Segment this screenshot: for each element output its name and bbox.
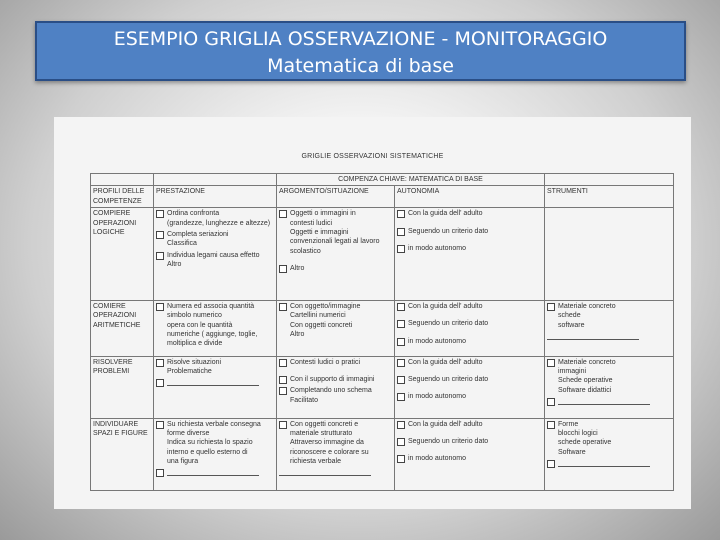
profilo-cell: RISOLVERE PROBLEMI [91, 356, 154, 418]
checkbox-item[interactable]: Completa seriazioni Classifica [156, 230, 274, 249]
autonomia-cell [395, 418, 545, 490]
checkbox[interactable] [156, 303, 164, 311]
header-autonomia: AUTONOMIA [395, 186, 545, 208]
checkbox-item[interactable]: Con oggetto/immagine Cartellini numerici Con oggetti concreti Altro [279, 302, 392, 339]
header-argomento: ARGOMENTO/SITUAZIONE [277, 186, 395, 208]
checkbox-item[interactable]: Seguendo un criterio dato [397, 319, 542, 328]
checkbox-item[interactable]: Ordina confronta (grandezze, lunghezze e altezze) [156, 209, 274, 228]
checkbox-item[interactable]: Seguendo un criterio dato [397, 227, 542, 236]
checkbox-item[interactable]: Completando uno schema Facilitato [279, 386, 392, 405]
checkbox-item[interactable]: Con la guida dell' adulto [397, 209, 542, 218]
observation-grid [90, 173, 674, 491]
argomento-cell [277, 300, 395, 356]
scanned-document [54, 117, 691, 509]
checkbox[interactable] [156, 252, 164, 260]
checkbox[interactable] [397, 320, 405, 328]
strumenti-cell [545, 208, 674, 300]
competenza-header: COMPENZA CHIAVE: MATEMATICA DI BASE [277, 174, 545, 186]
table-row [91, 418, 674, 490]
checkbox[interactable] [279, 265, 287, 273]
checkbox[interactable] [397, 376, 405, 384]
checkbox[interactable] [156, 469, 164, 477]
checkbox[interactable] [397, 228, 405, 236]
prestazione-cell [154, 356, 277, 418]
checkbox-item[interactable]: Individua legami causa effetto Altro [156, 251, 274, 270]
checkbox-item[interactable] [156, 468, 274, 477]
checkbox[interactable] [279, 421, 287, 429]
checkbox-item[interactable] [547, 459, 671, 468]
checkbox-item[interactable]: Con oggetti concreti e materiale strutturato Attraverso immagine da riconoscere e colorare su richiesta verbale [279, 420, 392, 466]
checkbox-item[interactable]: Con la guida dell' adulto [397, 420, 542, 429]
profilo-cell: COMPIERE OPERAZIONI LOGICHE [91, 208, 154, 300]
checkbox[interactable] [547, 398, 555, 406]
checkbox-item[interactable]: Materiale concreto immagini Schede operative Software didattici [547, 358, 671, 395]
document-title: GRIGLIE OSSERVAZIONI SISTEMATICHE [301, 153, 444, 160]
checkbox-item[interactable] [547, 397, 671, 406]
slide-title-box [35, 21, 686, 81]
checkbox[interactable] [397, 303, 405, 311]
blank-line [167, 378, 259, 386]
checkbox-item[interactable]: Forme blocchi logici schede operative Software [547, 420, 671, 457]
checkbox[interactable] [279, 359, 287, 367]
blank-line [558, 459, 650, 467]
slide-title: ESEMPIO GRIGLIA OSSERVAZIONE - MONITORAGGIO [113, 28, 608, 50]
checkbox[interactable] [397, 393, 405, 401]
checkbox-item[interactable]: Seguendo un criterio dato [397, 375, 542, 384]
strumenti-cell [545, 418, 674, 490]
blank-line [279, 468, 371, 476]
checkbox[interactable] [156, 210, 164, 218]
argomento-cell [277, 356, 395, 418]
checkbox[interactable] [156, 379, 164, 387]
table-row [91, 300, 674, 356]
checkbox[interactable] [279, 210, 287, 218]
autonomia-cell [395, 300, 545, 356]
checkbox[interactable] [156, 421, 164, 429]
profilo-cell: INDIVIDUARE SPAZI E FIGURE [91, 418, 154, 490]
autonomia-cell [395, 208, 545, 300]
prestazione-cell [154, 208, 277, 300]
blank-line [558, 397, 650, 405]
checkbox[interactable] [397, 455, 405, 463]
checkbox-item[interactable]: Con la guida dell' adulto [397, 358, 542, 367]
table-row [91, 208, 674, 300]
checkbox-item[interactable]: in modo autonomo [397, 454, 542, 463]
header-prestazione: PRESTAZIONE [154, 186, 277, 208]
checkbox-item[interactable]: Contesti ludici o pratici [279, 358, 392, 367]
checkbox-item[interactable]: in modo autonomo [397, 392, 542, 401]
checkbox[interactable] [156, 359, 164, 367]
checkbox[interactable] [156, 231, 164, 239]
checkbox-item[interactable]: Oggetti o immagini in contesti ludici Oggetti e immagini convenzionali legati al lavoro scolastico [279, 209, 392, 255]
checkbox-item[interactable]: Seguendo un criterio dato [397, 437, 542, 446]
checkbox-item[interactable]: Numera ed associa quantità simbolo numerico opera con le quantità numeriche ( aggiunge, toglie, moltiplica e divide [156, 302, 274, 348]
prestazione-cell [154, 418, 277, 490]
table-row [91, 356, 674, 418]
argomento-cell [277, 208, 395, 300]
checkbox-item[interactable]: Su richiesta verbale consegna forme diverse Indica su richiesta lo spazio interno e quello esterno di una figura [156, 420, 274, 466]
checkbox[interactable] [397, 338, 405, 346]
checkbox[interactable] [547, 359, 555, 367]
checkbox-item[interactable]: Con la guida dell' adulto [397, 302, 542, 311]
checkbox[interactable] [397, 359, 405, 367]
checkbox-item[interactable]: Con il supporto di immagini [279, 375, 392, 384]
checkbox[interactable] [547, 421, 555, 429]
checkbox[interactable] [279, 303, 287, 311]
argomento-cell [277, 418, 395, 490]
blank-line [547, 332, 639, 340]
checkbox-item[interactable] [156, 378, 274, 387]
profilo-cell: COMIERE OPERAZIONI ARITMETICHE [91, 300, 154, 356]
autonomia-cell [395, 356, 545, 418]
prestazione-cell [154, 300, 277, 356]
strumenti-cell [545, 300, 674, 356]
checkbox[interactable] [397, 245, 405, 253]
checkbox-item[interactable]: Risolve situazioni Problematiche [156, 358, 274, 377]
header-profili: PROFILI DELLE COMPETENZE [91, 186, 154, 208]
header-strumenti: STRUMENTI [545, 186, 674, 208]
checkbox-item[interactable]: in modo autonomo [397, 337, 542, 346]
blank-line [167, 468, 259, 476]
checkbox-item[interactable]: Altro [279, 264, 392, 273]
checkbox-item[interactable]: Materiale concreto schede software [547, 302, 671, 330]
checkbox[interactable] [279, 387, 287, 395]
checkbox[interactable] [547, 460, 555, 468]
strumenti-cell [545, 356, 674, 418]
checkbox[interactable] [547, 303, 555, 311]
checkbox-item[interactable]: in modo autonomo [397, 244, 542, 253]
slide-subtitle: Matematica di base [267, 55, 454, 77]
checkbox[interactable] [397, 421, 405, 429]
checkbox[interactable] [397, 438, 405, 446]
checkbox[interactable] [397, 210, 405, 218]
checkbox[interactable] [279, 376, 287, 384]
